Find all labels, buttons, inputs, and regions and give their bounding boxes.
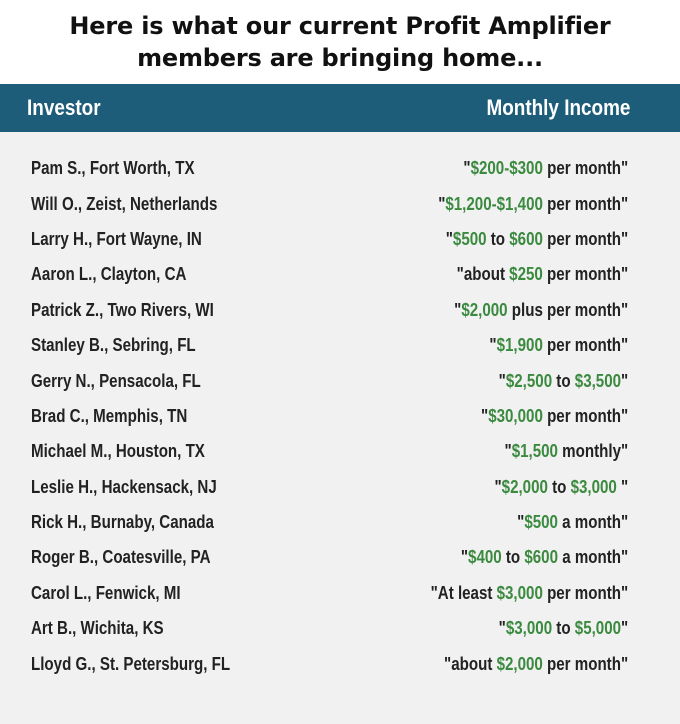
- income-text: to: [551, 370, 575, 391]
- income-amount: $500: [524, 512, 558, 533]
- income-text: monthly": [557, 441, 628, 462]
- investor-name: Brad C., Memphis, TN: [31, 405, 188, 426]
- income-text: ": [620, 370, 628, 391]
- income-amount: $200-$300: [470, 158, 543, 179]
- table-row: [0, 363, 680, 398]
- investor-name: Roger B., Coatesville, PA: [31, 547, 211, 568]
- monthly-income: [517, 512, 628, 533]
- income-text: per month": [542, 228, 628, 249]
- table-row: [0, 399, 680, 434]
- income-text: ": [480, 405, 489, 426]
- income-text: ": [498, 370, 506, 391]
- monthly-income: [454, 300, 628, 321]
- investor-name: Gerry N., Pensacola, FL: [31, 370, 201, 391]
- investor-name: Aaron L., Clayton, CA: [31, 264, 187, 285]
- income-amount: $1,500: [511, 441, 558, 462]
- table-row: [0, 505, 680, 540]
- table-row: [0, 222, 680, 257]
- investor-name: Rick H., Burnaby, Canada: [31, 512, 214, 533]
- monthly-income: [489, 335, 628, 356]
- income-amount: $2,000: [501, 476, 548, 497]
- income-text: ": [616, 476, 628, 497]
- monthly-income: [444, 654, 628, 675]
- income-text: a month": [557, 512, 628, 533]
- income-text: to: [486, 228, 510, 249]
- income-amount: $600: [524, 547, 558, 568]
- income-text: per month": [542, 405, 628, 426]
- income-text: per month": [542, 193, 628, 214]
- investor-name: Art B., Wichita, KS: [31, 618, 164, 639]
- income-text: ": [620, 618, 628, 639]
- monthly-income: [504, 441, 628, 462]
- table-row: [0, 611, 680, 646]
- table-row: [0, 186, 680, 221]
- income-text: to: [547, 476, 571, 497]
- monthly-income: [463, 158, 628, 179]
- table-row: [0, 540, 680, 575]
- income-amount: $3,000: [505, 618, 552, 639]
- investor-name: Leslie H., Hackensack, NJ: [31, 476, 217, 497]
- table-row: [0, 434, 680, 469]
- income-text: plus per month": [507, 299, 628, 320]
- income-text: per month": [542, 653, 628, 674]
- table-row: [0, 646, 680, 681]
- table-header: [0, 84, 680, 132]
- monthly-income: [494, 477, 628, 498]
- income-text: ": [438, 193, 446, 214]
- income-text: "about: [443, 653, 497, 674]
- table-row: [0, 151, 680, 186]
- monthly-income: [481, 406, 628, 427]
- income-amount: $2,500: [505, 370, 552, 391]
- income-text: per month": [542, 335, 628, 356]
- monthly-income: [446, 229, 628, 250]
- income-amount: $3,500: [574, 370, 621, 391]
- income-text: ": [498, 618, 506, 639]
- investor-name: Larry H., Fort Wayne, IN: [31, 228, 202, 249]
- income-text: per month": [542, 158, 628, 179]
- monthly-income: [498, 618, 628, 639]
- income-amount: $3,000: [570, 476, 617, 497]
- income-amount: $3,000: [496, 582, 543, 603]
- investor-name: Will O., Zeist, Netherlands: [31, 193, 218, 214]
- income-amount: $500: [452, 228, 487, 249]
- monthly-income: [457, 264, 628, 285]
- income-text: per month": [542, 264, 628, 285]
- income-amount: $1,900: [496, 335, 543, 356]
- income-text: per month": [542, 582, 628, 603]
- headline: [0, 0, 680, 84]
- income-amount: $600: [509, 228, 543, 249]
- column-header-investor: Investor: [27, 95, 101, 120]
- table-row: [0, 576, 680, 611]
- income-text: ": [504, 441, 512, 462]
- income-text: ": [494, 476, 502, 497]
- income-text: "about: [456, 264, 510, 285]
- investor-name: Carol L., Fenwick, MI: [31, 582, 181, 603]
- column-header-monthly-income: Monthly Income: [485, 95, 630, 120]
- income-amount: $2,000: [496, 653, 543, 674]
- monthly-income: [430, 583, 628, 604]
- income-text: ": [453, 299, 462, 320]
- monthly-income: [498, 371, 628, 392]
- income-amount: $30,000: [488, 405, 543, 426]
- income-amount: $5,000: [574, 618, 621, 639]
- income-text: to: [551, 618, 575, 639]
- investor-name: Lloyd G., St. Petersburg, FL: [31, 653, 231, 674]
- income-text: a month": [557, 547, 628, 568]
- income-text: ": [463, 158, 471, 179]
- table-body: [0, 132, 680, 724]
- income-text: ": [489, 335, 497, 356]
- table-row: [0, 470, 680, 505]
- monthly-income: [461, 547, 628, 568]
- headline-line-1: Here is what our current Profit Amplifier: [69, 12, 611, 40]
- investor-name: Patrick Z., Two Rivers, WI: [31, 299, 214, 320]
- investor-name: Stanley B., Sebring, FL: [31, 335, 196, 356]
- table-row: [0, 293, 680, 328]
- table-row: [0, 328, 680, 363]
- investor-name: Pam S., Fort Worth, TX: [31, 158, 195, 179]
- income-text: "At least: [430, 582, 497, 603]
- income-amount: $250: [509, 264, 543, 285]
- income-text: ": [517, 512, 525, 533]
- headline-line-2: members are bringing home...: [137, 44, 543, 72]
- income-amount: $400: [467, 547, 502, 568]
- income-text: ": [445, 228, 453, 249]
- investor-name: Michael M., Houston, TX: [31, 441, 205, 462]
- income-text: to: [501, 547, 525, 568]
- table-row: [0, 257, 680, 292]
- income-amount: $2,000: [461, 299, 508, 320]
- monthly-income: [438, 194, 628, 215]
- income-amount: $1,200-$1,400: [445, 193, 543, 214]
- income-text: ": [460, 547, 468, 568]
